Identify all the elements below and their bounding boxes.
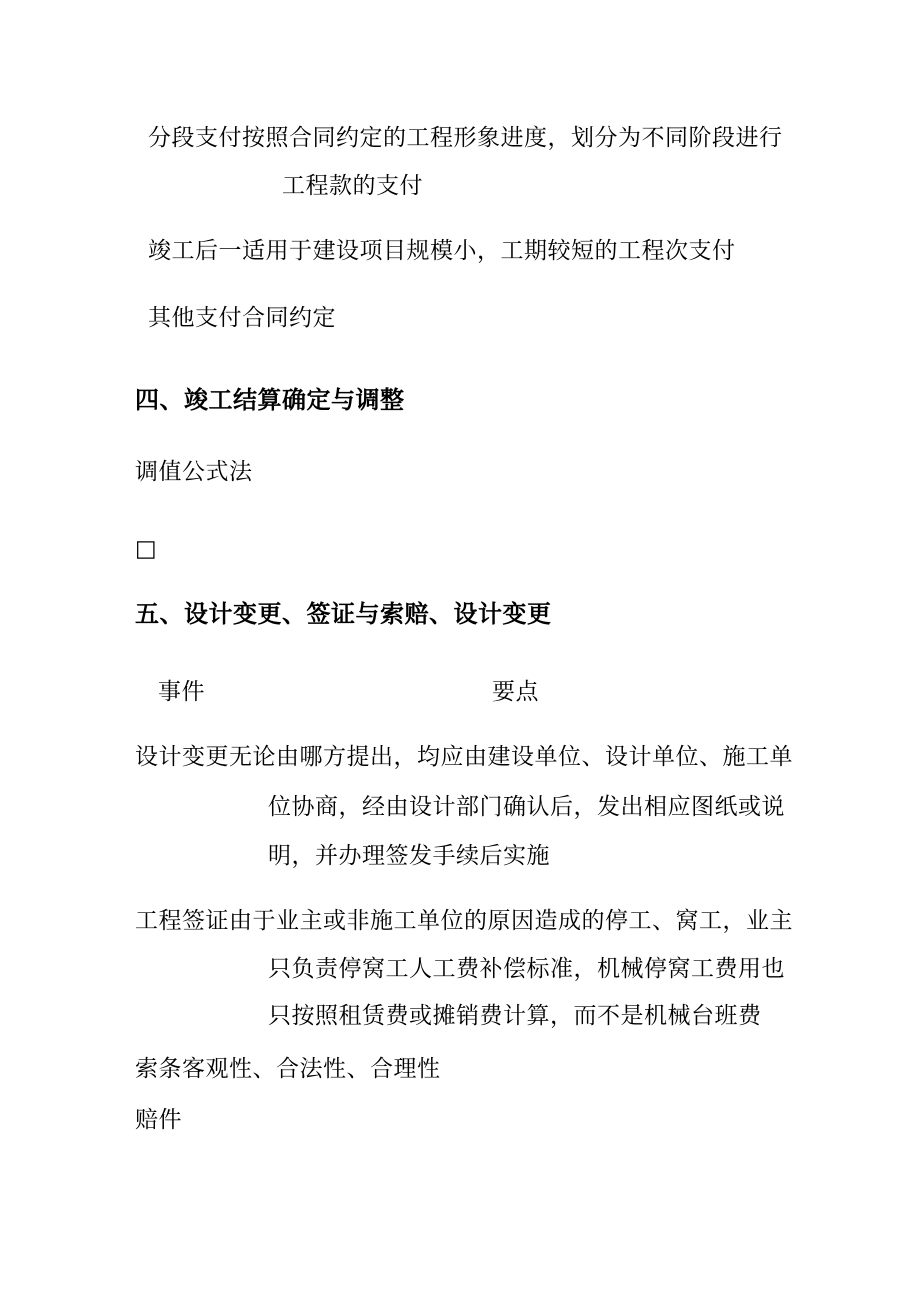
after-completion-payment: 竣工后一适用于建设项目规模小，工期较短的工程次支付 <box>148 238 736 264</box>
design-change-line1: 设计变更无论由哪方提出，均应由建设单位、设计单位、施工单 <box>135 744 793 770</box>
compensation-line: 赔件 <box>135 1107 182 1133</box>
section4-heading: 四、竣工结算确定与调整 <box>135 386 405 414</box>
staged-payment-line1: 分段支付按照合同约定的工程形象进度，划分为不同阶段进行 <box>148 125 783 151</box>
checkbox-glyph: □ <box>135 536 158 562</box>
adjustment-method: 调值公式法 <box>135 459 253 485</box>
section5-heading: 五、设计变更、签证与索赔、设计变更 <box>135 600 552 628</box>
claim-line: 索条客观性、合法性、合理性 <box>135 1056 441 1082</box>
design-change-line2: 位协商，经由设计部门确认后，发出相应图纸或说 <box>268 794 785 820</box>
column-header-points: 要点 <box>492 679 539 705</box>
column-header-event: 事件 <box>158 679 205 705</box>
visa-line3: 只按照租赁费或摊销费计算，而不是机械台班费 <box>268 1003 762 1029</box>
staged-payment-line2: 工程款的支付 <box>282 173 423 199</box>
other-payment: 其他支付合同约定 <box>148 305 336 331</box>
visa-line1: 工程签证由于业主或非施工单位的原因造成的停工、窝工，业主 <box>135 908 793 934</box>
design-change-line3: 明，并办理签发手续后实施 <box>268 843 550 869</box>
visa-line2: 只负责停窝工人工费补偿标准，机械停窝工费用也 <box>268 956 785 982</box>
